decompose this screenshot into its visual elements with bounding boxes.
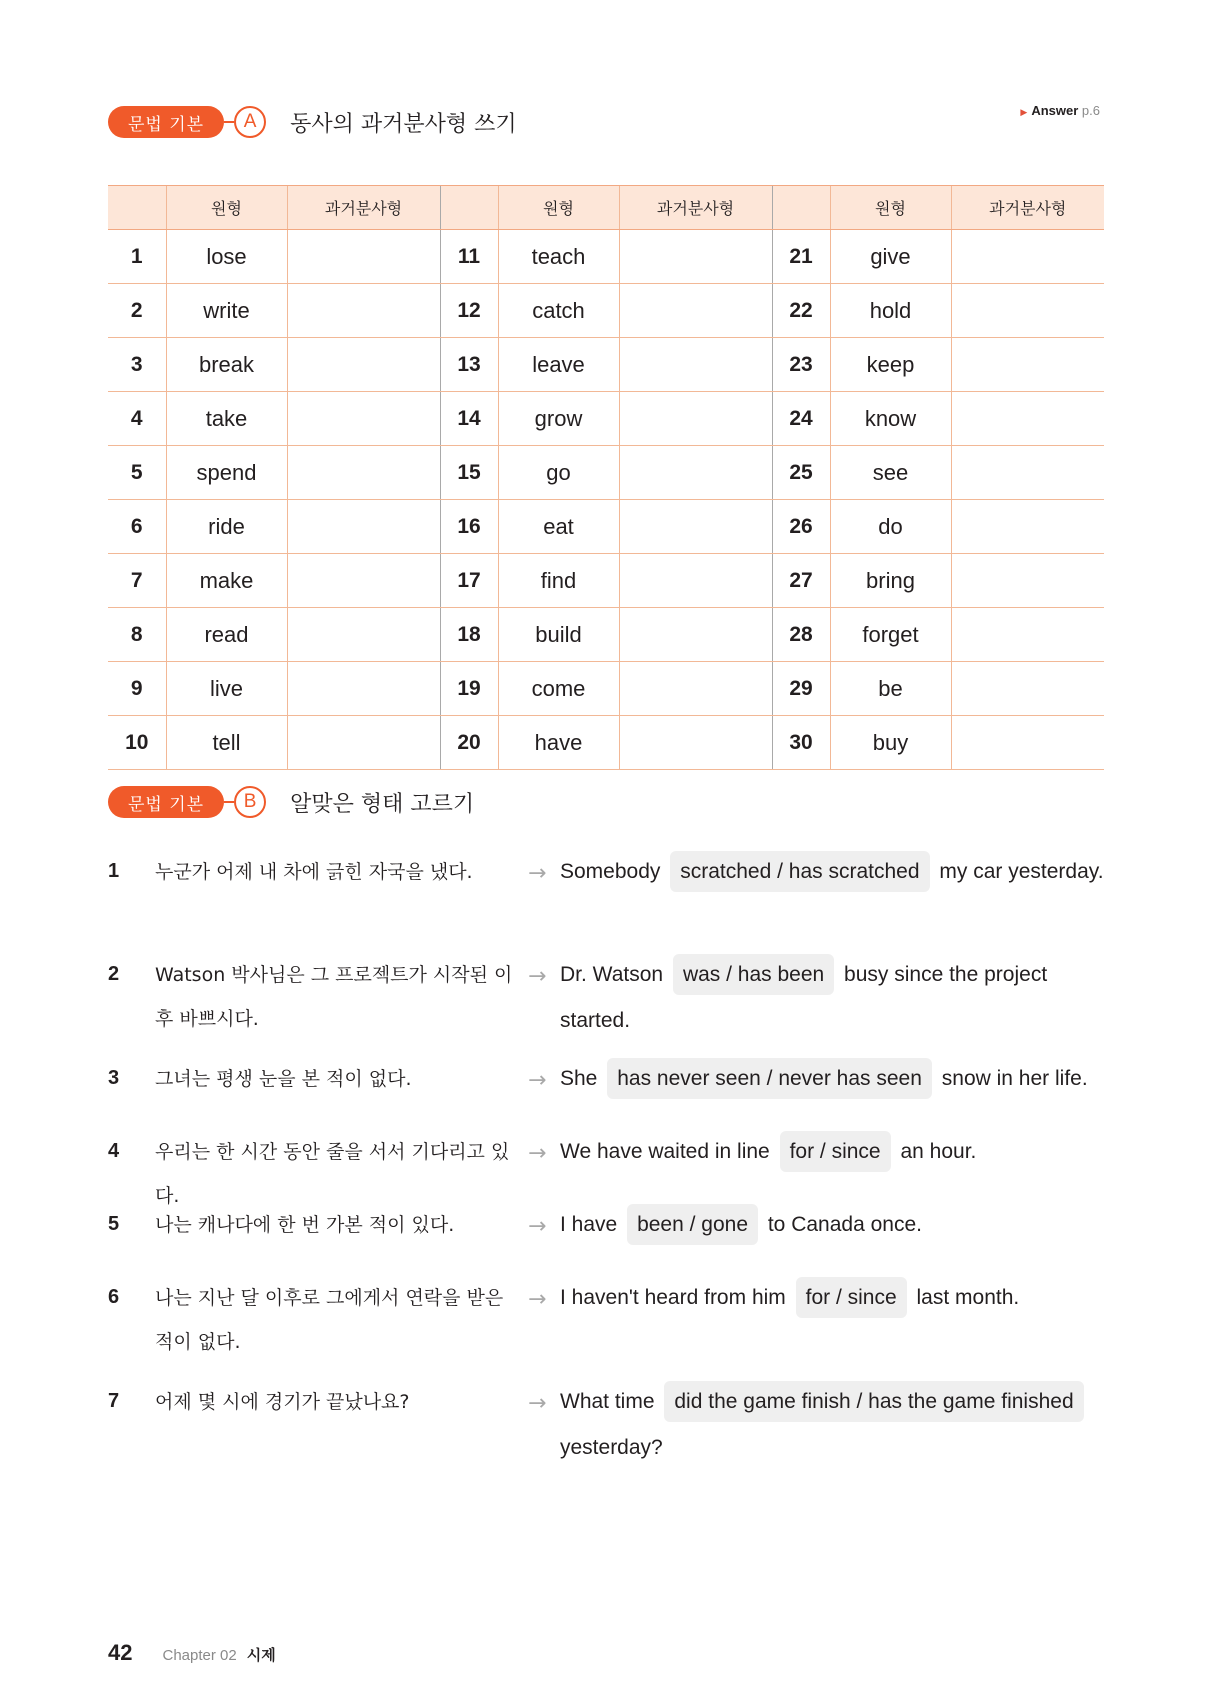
base-verb: bring (830, 554, 951, 608)
exercise-number: 3 (108, 1067, 120, 1089)
sentence-after: an hour. (900, 1140, 977, 1163)
choice-box[interactable]: scratched / has scratched (670, 851, 929, 892)
past-participle-blank[interactable] (287, 230, 440, 284)
choice-box[interactable]: for / since (780, 1131, 891, 1172)
past-participle-blank[interactable] (951, 338, 1104, 392)
header-base: 원형 (166, 186, 287, 230)
english-sentence (560, 1275, 1120, 1321)
item-number: 27 (772, 554, 830, 608)
base-verb: write (166, 284, 287, 338)
past-participle-blank[interactable] (951, 500, 1104, 554)
item-number: 19 (440, 662, 498, 716)
item-number: 21 (772, 230, 830, 284)
sentence-after: to Canada once. (767, 1213, 922, 1236)
table-row (108, 284, 1104, 338)
base-verb: forget (830, 608, 951, 662)
past-participle-blank[interactable] (287, 554, 440, 608)
arrow-right-icon: → (528, 1068, 547, 1093)
past-participle-blank[interactable] (287, 500, 440, 554)
item-number: 22 (772, 284, 830, 338)
table-row (108, 554, 1104, 608)
base-verb: live (166, 662, 287, 716)
item-number: 26 (772, 500, 830, 554)
past-participle-blank[interactable] (619, 716, 772, 770)
sentence-before: Somebody (560, 860, 661, 883)
answer-page: p.6 (1081, 103, 1100, 118)
item-number: 11 (440, 230, 498, 284)
exercise-number: 6 (108, 1286, 120, 1308)
table-row (108, 500, 1104, 554)
base-verb: teach (498, 230, 619, 284)
past-participle-blank[interactable] (951, 662, 1104, 716)
section-b-letter: B (234, 786, 266, 818)
past-participle-blank[interactable] (951, 716, 1104, 770)
arrow-right-icon: → (528, 1287, 547, 1312)
header-num (440, 186, 498, 230)
past-participle-blank[interactable] (287, 716, 440, 770)
table-row (108, 716, 1104, 770)
base-verb: do (830, 500, 951, 554)
past-participle-blank[interactable] (619, 284, 772, 338)
item-number: 3 (108, 338, 166, 392)
past-participle-blank[interactable] (951, 608, 1104, 662)
section-b-pill: 문법 기본 (108, 786, 224, 818)
base-verb: grow (498, 392, 619, 446)
past-participle-blank[interactable] (287, 662, 440, 716)
base-verb: go (498, 446, 619, 500)
korean-sentence: 누군가 어제 내 차에 긁힌 자국을 냈다. (155, 861, 473, 883)
table-row (108, 446, 1104, 500)
sentence-before: I haven't heard from him (560, 1286, 786, 1309)
choice-box[interactable]: has never seen / never has seen (607, 1058, 932, 1099)
page-footer (108, 1640, 276, 1666)
sentence-after: yesterday? (560, 1436, 663, 1459)
choice-box[interactable]: was / has been (673, 954, 834, 995)
header-num (108, 186, 166, 230)
past-participle-blank[interactable] (951, 284, 1104, 338)
past-participle-blank[interactable] (287, 284, 440, 338)
section-a-header (108, 106, 517, 138)
item-number: 13 (440, 338, 498, 392)
base-verb: have (498, 716, 619, 770)
item-number: 10 (108, 716, 166, 770)
item-number: 4 (108, 392, 166, 446)
item-number: 17 (440, 554, 498, 608)
verb-table (108, 185, 1104, 770)
base-verb: see (830, 446, 951, 500)
arrow-right-icon: → (528, 1214, 547, 1239)
base-verb: eat (498, 500, 619, 554)
table-header-row (108, 186, 1104, 230)
base-verb: be (830, 662, 951, 716)
chapter-label: Chapter 02 (162, 1647, 237, 1664)
arrow-right-icon: → (528, 964, 547, 989)
item-number: 2 (108, 284, 166, 338)
base-verb: ride (166, 500, 287, 554)
past-participle-blank[interactable] (619, 230, 772, 284)
header-num (772, 186, 830, 230)
choice-box[interactable]: did the game finish / has the game finished (664, 1381, 1083, 1422)
english-sentence (560, 952, 1120, 1044)
arrow-right-icon: → (528, 1391, 547, 1416)
past-participle-blank[interactable] (619, 554, 772, 608)
sentence-before: We have waited in line (560, 1140, 770, 1163)
past-participle-blank[interactable] (619, 608, 772, 662)
section-b-connector (224, 801, 234, 803)
base-verb: buy (830, 716, 951, 770)
sentence-before: I have (560, 1213, 618, 1236)
base-verb: leave (498, 338, 619, 392)
section-b-header (108, 786, 474, 818)
sentence-after: last month. (916, 1286, 1020, 1309)
base-verb: take (166, 392, 287, 446)
korean-sentence: 그녀는 평생 눈을 본 적이 없다. (155, 1068, 412, 1090)
base-verb: build (498, 608, 619, 662)
base-verb: hold (830, 284, 951, 338)
table-row (108, 392, 1104, 446)
section-a-title: 동사의 과거분사형 쓰기 (290, 111, 517, 137)
exercise-number: 2 (108, 963, 120, 985)
base-verb: lose (166, 230, 287, 284)
header-pp: 과거분사형 (287, 186, 440, 230)
base-verb: give (830, 230, 951, 284)
sentence-before: She (560, 1067, 598, 1090)
base-verb: break (166, 338, 287, 392)
base-verb: tell (166, 716, 287, 770)
item-number: 9 (108, 662, 166, 716)
base-verb: keep (830, 338, 951, 392)
base-verb: catch (498, 284, 619, 338)
sentence-after: busy since the project started. (560, 963, 1048, 1032)
item-number: 30 (772, 716, 830, 770)
sentence-before: Dr. Watson (560, 963, 664, 986)
section-a-letter: A (234, 106, 266, 138)
korean-sentence: 나는 캐나다에 한 번 가본 적이 있다. (155, 1214, 455, 1236)
item-number: 16 (440, 500, 498, 554)
item-number: 20 (440, 716, 498, 770)
item-number: 18 (440, 608, 498, 662)
exercise-number: 4 (108, 1140, 120, 1162)
base-verb: come (498, 662, 619, 716)
past-participle-blank[interactable] (619, 392, 772, 446)
past-participle-blank[interactable] (287, 338, 440, 392)
page-number: 42 (108, 1640, 133, 1665)
item-number: 28 (772, 608, 830, 662)
answer-label: Answer (1031, 103, 1079, 118)
arrow-right-icon: → (528, 1141, 547, 1166)
item-number: 5 (108, 446, 166, 500)
item-number: 7 (108, 554, 166, 608)
exercise-number: 7 (108, 1390, 120, 1412)
korean-sentence: 어제 몇 시에 경기가 끝났나요? (155, 1391, 410, 1413)
item-number: 29 (772, 662, 830, 716)
sentence-before: What time (560, 1390, 655, 1413)
english-sentence (560, 1202, 1120, 1248)
english-sentence (560, 1129, 1120, 1175)
sentence-after: my car yesterday. (939, 860, 1104, 883)
exercise-number: 5 (108, 1213, 120, 1235)
english-sentence (560, 1056, 1120, 1102)
item-number: 25 (772, 446, 830, 500)
past-participle-blank[interactable] (287, 446, 440, 500)
table-row (108, 662, 1104, 716)
base-verb: find (498, 554, 619, 608)
item-number: 12 (440, 284, 498, 338)
past-participle-blank[interactable] (951, 446, 1104, 500)
past-participle-blank[interactable] (619, 338, 772, 392)
past-participle-blank[interactable] (619, 500, 772, 554)
table-row (108, 230, 1104, 284)
exercise-number: 1 (108, 860, 120, 882)
choice-box[interactable]: been / gone (627, 1204, 758, 1245)
korean-sentence: 나는 지난 달 이후로 그에게서 연락을 받은 적이 없다. (155, 1287, 504, 1353)
past-participle-blank[interactable] (287, 608, 440, 662)
table-row (108, 608, 1104, 662)
past-participle-blank[interactable] (951, 230, 1104, 284)
item-number: 14 (440, 392, 498, 446)
section-a-connector (224, 121, 234, 123)
korean-sentence: Watson 박사님은 그 프로젝트가 시작된 이후 바쁘시다. (155, 964, 513, 1030)
arrow-right-icon: → (528, 861, 547, 886)
header-base: 원형 (830, 186, 951, 230)
past-participle-blank[interactable] (287, 392, 440, 446)
answer-reference (1020, 103, 1100, 118)
header-base: 원형 (498, 186, 619, 230)
korean-sentence: 우리는 한 시간 동안 줄을 서서 기다리고 있다. (155, 1141, 510, 1207)
header-pp: 과거분사형 (951, 186, 1104, 230)
past-participle-blank[interactable] (619, 662, 772, 716)
base-verb: spend (166, 446, 287, 500)
section-a-pill: 문법 기본 (108, 106, 224, 138)
english-sentence (560, 849, 1120, 895)
base-verb: make (166, 554, 287, 608)
table-row (108, 338, 1104, 392)
past-participle-blank[interactable] (951, 392, 1104, 446)
base-verb: read (166, 608, 287, 662)
item-number: 8 (108, 608, 166, 662)
section-b-title: 알맞은 형태 고르기 (290, 791, 475, 817)
item-number: 24 (772, 392, 830, 446)
choice-box[interactable]: for / since (796, 1277, 907, 1318)
base-verb: know (830, 392, 951, 446)
item-number: 1 (108, 230, 166, 284)
item-number: 6 (108, 500, 166, 554)
item-number: 23 (772, 338, 830, 392)
header-pp: 과거분사형 (619, 186, 772, 230)
chapter-title: 시제 (246, 1646, 276, 1664)
past-participle-blank[interactable] (951, 554, 1104, 608)
triangle-right-icon: ▶ (1020, 107, 1028, 117)
sentence-after: snow in her life. (941, 1067, 1088, 1090)
english-sentence (560, 1379, 1120, 1471)
past-participle-blank[interactable] (619, 446, 772, 500)
item-number: 15 (440, 446, 498, 500)
